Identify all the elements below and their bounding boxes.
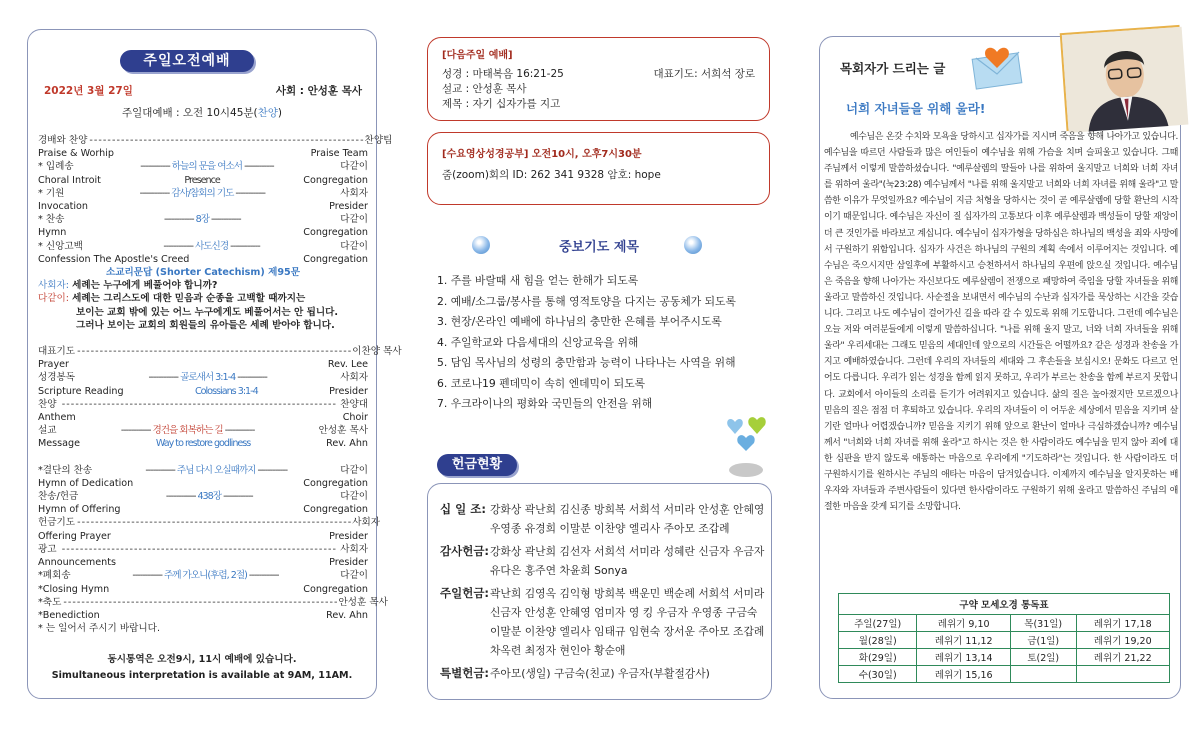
order-row [38,543,368,556]
order-item-leader: 찬양대 [340,398,368,410]
order-item-label: *폐회송 [38,570,71,582]
order-row [38,530,368,543]
order-item-leader: Congregation [303,174,368,186]
standing-note: * 는 일어서 주시기 바랍니다. [38,623,160,635]
schedule-cell: 토(2일) [1010,649,1076,666]
heart-envelope-icon [970,42,1030,92]
order-item-detail [68,226,301,239]
prayer-item: 1. 주를 바랄때 새 힘을 얻는 한해가 되도록 [437,274,639,287]
order-item-leader: Praise Team [310,148,368,160]
order-item-detail: ------------ 사도신경 ------------ [163,240,260,252]
schedule-cell: 목(31일) [1010,615,1076,632]
answer-text-2: 보이는 교회 밖에 있는 어느 누구에게도 베풀어서는 안 됩니다. [76,306,339,318]
order-item-detail [116,147,309,160]
order-item-detail-text: 하늘의 문을 여소서 [171,161,243,173]
order-row [38,358,368,371]
order-row [38,556,368,569]
next-week-row [442,67,755,82]
order-item-detail [135,477,301,490]
order-item-detail: ------------ 골로새서 3:1-4 ------------ [148,372,267,384]
order-item-label: 찬송/헌금 [38,491,79,503]
worship-order-panel [27,29,402,699]
order-item-leader: 다같이 [340,464,368,476]
prayer-item: 4. 주일학교와 다음세대의 신앙교육을 위해 [437,335,639,349]
interpretation-en: Simultaneous interpretation is available at 9AM, 11AM. [51,670,353,681]
order-section-3 [38,464,388,622]
order-item-label: *결단의 찬송 [38,464,93,476]
order-item-label: Confession The Apostle's Creed [38,253,190,265]
order-item-detail: ------------ 주님 다시 오실때까지 ------------ [145,464,288,476]
order-item-detail [90,200,327,213]
order-item-label: *축도 [38,596,62,608]
order-item-detail-text: 주님 다시 오실때까지 [176,464,256,476]
order-item-detail-text: Way to restore godliness [155,438,251,450]
catechism-title: 소교리문답 (Shorter Catechism) 제95문 [105,267,301,279]
order-row [38,200,368,213]
service-time-text: 주일대예배 : 오전 10시45분( [121,107,258,119]
order-item-label: 설교 [38,425,57,437]
order-item-detail [123,503,302,516]
wednesday-heading: [수요영상성경공부] 오전10시, 오후7시30분 [442,149,642,160]
order-item-detail: - - - - - - - - - - - - - - - - - - - - - - - - - - - - - - - - - - - - - - - - - - - - - - - - - - - - - - - - - - - - - [77,517,351,529]
order-row [38,134,393,147]
order-row [38,569,368,582]
order-item-leader: Congregation [303,477,368,489]
order-item-detail: - - - - - - - - - - - - - - - - - - - - - - - - - - - - - - - - - - - - - - - - - - - - - - - - - - - - - - - - - - - - - [89,135,363,146]
order-item-leader: 다같이 [340,240,368,252]
order-item-leader: Presider [329,557,368,569]
prayer-item: 2. 예배/소그룹/봉사를 통해 영적토양을 다지는 공동체가 되도록 [437,294,736,308]
order-item-leader: 안성훈 목사 [338,596,388,608]
order-item-detail: ------------ 경건을 회복하는 길 ------------ [120,425,255,437]
schedule-cell: 레위기 11,12 [917,632,1010,649]
order-item-leader: 이찬양 목사 [352,346,402,358]
order-item-leader: Presider [329,201,368,213]
order-row [38,411,368,424]
answer-label: 다같이: [38,293,70,305]
order-item-label: Message [38,438,81,450]
order-item-detail-text: 골로새서 3:1-4 [180,372,236,384]
order-item-detail-text: Colossians 3:1-4 [194,385,258,397]
order-row [38,596,388,609]
pastor-letter-subtitle: 너희 자녀들을 위해 울라! [846,101,986,116]
order-item-leader: Rev. Ahn [326,609,368,621]
order-item-detail-text: 438장 [197,491,222,503]
order-row [38,583,368,596]
prayer-list [437,271,777,415]
schedule-cell: 레위기 9,10 [917,615,1010,632]
order-item-label: 광고 [38,543,57,555]
order-row [38,503,368,516]
offering-label: 특별헌금: [440,666,490,680]
bubble-icon [684,236,702,254]
order-row [38,213,368,226]
order-item-label: 헌금기도 [38,517,76,529]
offering-names: 강화상 곽난희 김신종 방희복 서희석 서미라 안성훈 안혜영 우영종 유경희 이말분 이찬양 엘리사 주아모 조갑례 [490,503,765,535]
offering-row [440,584,766,660]
order-row [38,464,368,477]
question-text: 세례는 누구에게 베풀어야 합니까? [72,280,218,292]
order-row [38,345,402,358]
date-row [44,85,362,98]
order-item-leader: 다같이 [340,214,368,226]
order-item-label: Prayer [38,359,69,371]
offering-row [440,664,766,683]
order-item-detail [126,385,328,398]
order-row [38,371,368,384]
pastor-portrait-image [1062,27,1189,133]
order-item-leader: Congregation [303,504,368,516]
schedule-cell: 금(1일) [1010,632,1076,649]
order-item-leader: 사회자 [340,543,368,555]
order-item-detail: ------------ 438장 ------------ [165,491,253,503]
offering-names: 강화상 곽난희 김선자 서희석 서미라 성혜란 신금자 우금자 유다은 홍주연 차윤희 Sonya [490,545,765,577]
schedule-cell: 주일(27일) [839,615,917,632]
order-item-label: 대표기도 [38,346,76,358]
order-item-leader: Rev. Lee [327,359,368,371]
order-item-detail [118,556,327,569]
order-item-leader: 안성훈 목사 [318,425,368,437]
order-item-leader: Congregation [303,583,368,595]
answer-text-1: 세례는 그리스도에 대한 믿음과 순종을 고백할 때까지는 [72,293,306,305]
offering-names: 곽난희 김영옥 김익형 방희복 백운민 백순례 서희석 서미라 신금자 안성훈 안혜영 엄미자 영 킹 우금자 우영종 구금숙 이말분 이찬양 엘리사 임태규 임현숙 장서운 주아모 조갑례 차옥련 최정자 현인아 황순애 [490,587,765,657]
order-row [38,424,368,437]
order-item-detail: - - - - - - - - - - - - - - - - - - - - - - - - - - - - - - - - - - - - - - - - - - - - - - - - - - - - - - - - - - - - - [63,596,337,608]
answer-text-3: 그러나 보이는 교회의 회원들의 유아들은 세례 받아야 합니다. [76,319,335,331]
order-item-detail [113,530,327,543]
pastor-photo [1060,25,1187,131]
service-time-highlight: 찬양 [257,107,278,119]
order-item-detail [71,358,326,371]
order-row [38,609,368,622]
order-row [38,174,368,187]
order-row [38,147,368,160]
offering-title: 헌금현황 [437,454,517,476]
reading-schedule-caption: 구약 모세오경 통독표 [838,593,1170,614]
order-item-detail-text: 8장 [195,214,209,226]
schedule-cell: 레위기 17,18 [1076,615,1169,632]
schedule-cell: 화(29일) [839,649,917,666]
order-item-label: * 기원 [38,187,65,199]
zoom-info: 줌(zoom)회의 ID: 262 341 9328 암호: hope [442,169,661,181]
prayer-item: 6. 코로나19 펜데믹이 속히 엔데믹이 되도록 [437,376,646,390]
offering-row [440,542,766,580]
order-section-1 [38,134,393,266]
order-section-2 [38,345,402,451]
prayer-title: 중보기도 제목 [559,240,639,255]
next-prayer: 대표기도: 서희석 장로 [653,68,755,80]
schedule-row [839,632,1170,649]
order-row [38,385,368,398]
order-item-detail: ------------ 주께 가오니(후렴, 2절) ------------ [132,570,279,582]
order-item-detail-text: 경건을 회복하는 길 [152,425,223,437]
offering-names: 주아모(생일) 구금숙(친교) 우금자(부활절감사) [490,667,710,680]
prayer-item: 5. 담임 목사님의 성령의 충만함과 능력이 나타나는 사역을 위해 [437,356,736,369]
order-item-detail-text: 감사/참회의 기도 [171,187,234,199]
schedule-cell [1076,666,1169,683]
order-item-detail [111,583,301,596]
order-item-label: Offering Prayer [38,530,111,542]
catechism-question [38,279,368,292]
worship-title: 주일오전예배 [120,50,254,72]
order-item-leader: Rev. Ahn [326,438,368,450]
interpretation-notice [28,652,376,684]
order-item-label: Hymn [38,227,67,239]
interpretation-ko: 동시통역은 오전9시, 11시 예배에 있습니다. [107,654,297,665]
order-row [38,490,368,503]
next-sermon-title: 제목 : 자기 십자가를 지고 [442,98,561,110]
next-scripture: 성경 : 마태복음 16:21-25 [442,68,564,80]
order-item-label: Scripture Reading [38,385,124,397]
order-item-leader: Congregation [303,253,368,265]
order-item-detail: ------------ 8장 ------------ [164,214,241,226]
service-time-close: ) [277,107,283,119]
catechism-answer [38,292,368,305]
order-item-label: Hymn of Dedication [38,477,134,489]
order-item-detail-text: Presence [184,174,220,186]
order-item-leader: Choir [342,412,368,424]
order-item-detail [78,411,341,424]
order-item-detail: - - - - - - - - - - - - - - - - - - - - - - - - - - - - - - - - - - - - - - - - - - - - - - - - - - - - - - - - - - - - - [77,346,351,358]
order-item-label: Choral Introit [38,174,101,186]
order-item-label: 성경봉독 [38,372,76,384]
order-item-detail [82,437,324,450]
next-week-box [427,37,770,121]
hearts-icon [725,416,770,481]
schedule-row [839,615,1170,632]
reading-schedule-table [838,593,1170,683]
pastor-letter-panel [819,36,1181,699]
service-date: 2022년 3월 27일 [44,85,133,97]
order-item-label: Invocation [38,201,88,213]
schedule-cell: 수(30일) [839,666,917,683]
order-item-leader: Congregation [303,227,368,239]
order-item-label: * 입례송 [38,161,74,173]
order-row [38,437,368,450]
offering-row [440,500,766,538]
order-item-leader: Presider [329,530,368,542]
order-row [38,240,368,253]
order-item-label: * 신앙고백 [38,240,83,252]
order-row [38,477,368,490]
order-item-label: * 찬송 [38,214,65,226]
offering-label: 주일헌금: [440,586,490,600]
next-week-heading: [다음주일 예배] [442,50,513,61]
schedule-cell [1010,666,1076,683]
order-item-label: Hymn of Offering [38,504,121,516]
order-item-leader: 사회자 [352,517,381,529]
order-item-detail [191,253,301,266]
order-item-detail: ------------ 하늘의 문을 여소서 ------------ [140,161,274,173]
order-item-label: 찬양 [38,398,57,410]
order-of-service [38,134,402,635]
order-item-leader: 사회자 [340,187,368,199]
pastor-letter-title: 목회자가 드리는 글 [840,61,946,76]
order-item-detail: - - - - - - - - - - - - - - - - - - - - - - - - - - - - - - - - - - - - - - - - - - - - - - - - - - - - - - - - - - - - - [61,543,335,555]
order-item-leader: 사회자 [340,372,368,384]
offering-label: 십 일 조: [440,502,486,516]
schedule-cell: 레위기 19,20 [1076,632,1169,649]
order-row [38,516,381,529]
service-host: 사회 : 안성훈 목사 [275,85,362,97]
order-row [38,398,368,411]
schedule-cell: 레위기 15,16 [917,666,1010,683]
order-item-detail-text: 사도신경 [195,240,229,252]
order-item-leader: Presider [329,385,368,397]
order-row [38,187,368,200]
order-item-detail [103,174,301,187]
order-item-label: Praise & Worhip [38,148,114,160]
order-item-detail: ------------ 감사/참회의 기도 ------------ [139,187,265,199]
question-label: 사회자: [38,280,70,292]
order-row [38,160,368,173]
next-preacher: 설교 : 안성훈 목사 [442,83,527,95]
order-row [38,226,368,239]
order-item-label: Announcements [38,557,117,569]
prayer-item: 3. 현장/온라인 예배에 하나님의 충만한 은혜를 부어주시도록 [437,315,722,328]
order-item-detail-text: 주께 가오니(후렴, 2절) [163,570,247,582]
order-item-leader: 다같이 [340,570,368,582]
schedule-cell: 레위기 13,14 [917,649,1010,666]
order-item-detail [102,609,324,622]
schedule-cell: 월(28일) [839,632,917,649]
schedule-cell: 레위기 21,22 [1076,649,1169,666]
pastor-letter-body: 예수님은 온갖 수치와 모욕을 당하시고 십자가를 지시며 죽음을 향해 나아가고 있습니다. 예수님을 따르던 사람들과 많은 여인들이 예수님을 위해 가슴을 치며 슬피울고 있습니다. 그때 주님께서 이렇게 말씀하셨습니다. "예루살렘의 딸들아 나를 위하여 울지말고 너희와 너희 자녀를 위하여 울라"(눅23:28) 예수님께서 "나를 위해 울지말고 너희와 너희 자녀를 위해 울라"고 말씀한 이유가 무엇일까요? 예수님이 지금 처형을 당하시는 것이 곧 예루살렘에 당할 환난의 시작이기 때문입니다. 예수님은 자신이 질 십자가의 고통보다 이후 예루살렘과 백성들이 당할 재앙이 더 큰 것인가를 바라보고 계십니다. 예수님이 십자가형을 당하심은 하나님의 백성을 죄와 사망에서 구원하기 위함입니다. 십자가 사건은 하나님의 구원의 계획 속에서 이루어지는 것입니다. 예수님은 죽으시지만 삼일후에 부활하시고 승천하셔서 하나님의 우편에 앉으실 것입니다. 예수님은 죽음을 향해 나아가는 자신보다도 예루살렘이 전쟁으로 패망하여 죽임을 당할 자녀들을 위해 울라고 말씀하신 것입니다. 사순절을 보내면서 예수님의 수난과 십자가를 묵상하는 시간을 갖습니다. 그리고 나도 예수님이 걸어가신 길을 따라 갈 수 있도록 위해 기도합니다. 그런데 예수님은 오늘 저와 여러분들에게 이렇게 말씀하십니다. "나를 위해 울지 말고, 너와 너희 자녀들을 위해 울라" 우리세대는 그래도 믿음의 세대인데 앞으로의 시간들은 어떨까요? 같은 성경과 찬송을 가지고 예배하였습니다. 그런데 우리의 자녀들의 세대와 그 후손들을 보십시오! 문화도 다르고 언어도 다릅니다. 우리가 읽는 성경을 함께 읽지 못하고, 우리가 부르는 찬송을 함께 부르지 못합니다. 교회에서 아이들의 소리를 듣기가 어려워지고 있습니다. 삶의 질은 높아졌지만 모르겠으나 믿음의 질은 점점 더 후퇴하고 있습니다. 우리의 자녀들이 이 어두운 세상에서 믿음을 지키며 살기란 얼마나 어렵겠습니까? 믿음을 지키기 위해 앞으로 환난이 얼마나 극심하겠습니까? 예수님께서 "너희와 너희 자녀를 위해 울라"고 하시는 것은 한 사람이라도 예수님을 믿지 않아 죄에 대한 심판을 받지 않도록 애통하는 마음으로 우리에게 "기도하라"는 것입니다. 한 사람이라도 더 구원하시기를 원하시는 주님의 애타는 마음이 담겨있습니다. 이제까지 예수님을 알지못하는 배우자와 자녀들과 주변사람들이 있다면 한사람이라도 구원하기 위해 울라고 말씀하신 주님의 애절한 마음을 갖게 되기를 소망합니다. [824,132,1178,513]
order-item-label: *Benediction [38,609,100,621]
offering-list [440,500,766,687]
order-item-detail: - - - - - - - - - - - - - - - - - - - - - - - - - - - - - - - - - - - - - - - - - - - - - - - - - - - - - - - - - - - - - [61,398,335,410]
schedule-row [839,649,1170,666]
order-item-label: Anthem [38,412,76,424]
order-item-leader: 다같이 [340,161,368,173]
order-row [38,253,368,266]
order-item-label: *Closing Hymn [38,583,110,595]
offering-label: 감사헌금: [440,544,490,558]
schedule-row [839,666,1170,683]
service-time [28,107,376,120]
order-item-leader: 찬양팀 [364,135,393,146]
order-item-label: 경배와 찬양 [38,135,88,146]
wednesday-study-box [427,132,770,205]
prayer-item: 7. 우크라이나의 평화와 국민들의 안전을 위해 [437,397,653,410]
order-item-leader: 다같이 [340,491,368,503]
